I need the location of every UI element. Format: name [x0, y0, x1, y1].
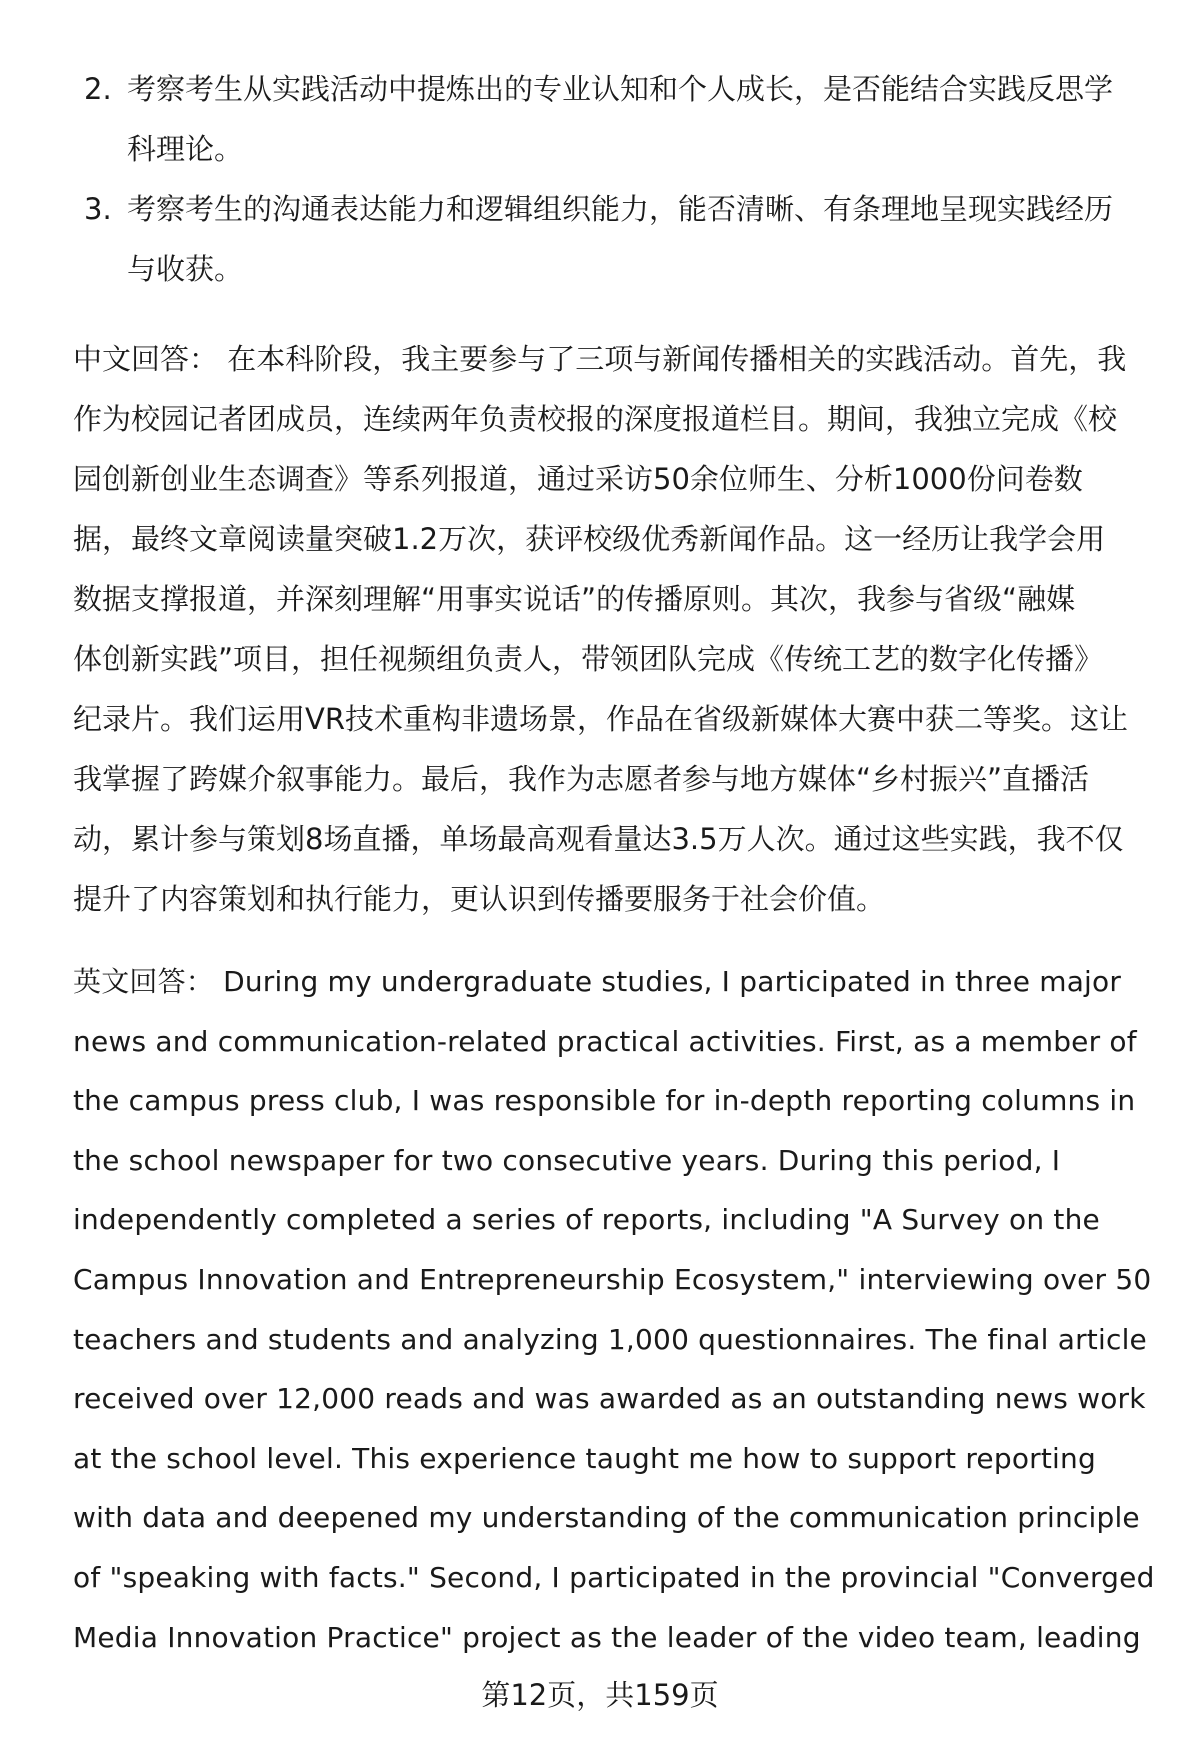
answer-line: 纪录片。我们运用VR技术重构非遗场景，作品在省级新媒体大赛中获二等奖。这让 [73, 702, 1128, 736]
answer-line: 英文回答： During my undergraduate studies, I participated in three major [73, 965, 1122, 998]
answer-line: news and communication-related practical activities. First, as a member of [73, 1024, 1137, 1058]
answer-line: 据，最终文章阅读量突破1.2万次，获评校级优秀新闻作品。这一经历让我学会用 [73, 522, 1106, 556]
answer-line: 中文回答： 在本科阶段，我主要参与了三项与新闻传播相关的实践活动。首先，我 [73, 342, 1127, 376]
list-item-line: 考察考生从实践活动中提炼出的专业认知和个人成长，是否能结合实践反思学 [127, 72, 1114, 106]
list-item-line: 与收获。 [127, 252, 244, 286]
answer-line: with data and deepened my understanding of the communication principle [73, 1501, 1140, 1535]
answer-line: received over 12,000 reads and was awarded as an outstanding news work [73, 1382, 1146, 1416]
answer-line: independently completed a series of reports, including "A Survey on the [73, 1203, 1100, 1237]
answer-line: at the school level. This experience taught me how to support reporting [73, 1441, 1096, 1475]
answer-line: 作为校园记者团成员，连续两年负责校报的深度报道栏目。期间，我独立完成《校 [73, 402, 1118, 436]
answer-line: the campus press club, I was responsible for in-depth reporting columns in [73, 1084, 1136, 1118]
answer-line: of "speaking with facts." Second, I participated in the provincial "Converged [73, 1561, 1155, 1594]
answer-line: 体创新实践”项目，担任视频组负责人，带领团队完成《传统工艺的数字化传播》 [73, 642, 1104, 676]
list-item-line: 科理论。 [127, 132, 244, 166]
list-number: 3. [84, 192, 112, 226]
page-number: 第12页，共159页 [481, 1678, 719, 1712]
list-number: 2. [84, 72, 112, 106]
answer-line: 园创新创业生态调查》等系列报道，通过采访50余位师生、分析1000份问卷数 [73, 462, 1083, 496]
answer-line: Campus Innovation and Entrepreneurship Ecosystem," interviewing over 50 [73, 1263, 1152, 1296]
answer-line: 提升了内容策划和执行能力，更认识到传播要服务于社会价值。 [73, 882, 886, 916]
answer-line: 我掌握了跨媒介叙事能力。最后，我作为志愿者参与地方媒体“乡村振兴”直播活 [73, 762, 1090, 796]
answer-line: the school newspaper for two consecutive years. During this period, I [73, 1143, 1061, 1177]
answer-line: Media Innovation Practice" project as the leader of the video team, leading [73, 1620, 1141, 1654]
answer-line: 动，累计参与策划8场直播，单场最高观看量达3.5万人次。通过这些实践，我不仅 [73, 822, 1124, 856]
answer-line: 数据支撑报道，并深刻理解“用事实说话”的传播原则。其次，我参与省级“融媒 [73, 582, 1076, 616]
list-item-line: 考察考生的沟通表达能力和逻辑组织能力，能否清晰、有条理地呈现实践经历 [127, 192, 1114, 226]
answer-line: teachers and students and analyzing 1,000 questionnaires. The final article [73, 1322, 1147, 1356]
